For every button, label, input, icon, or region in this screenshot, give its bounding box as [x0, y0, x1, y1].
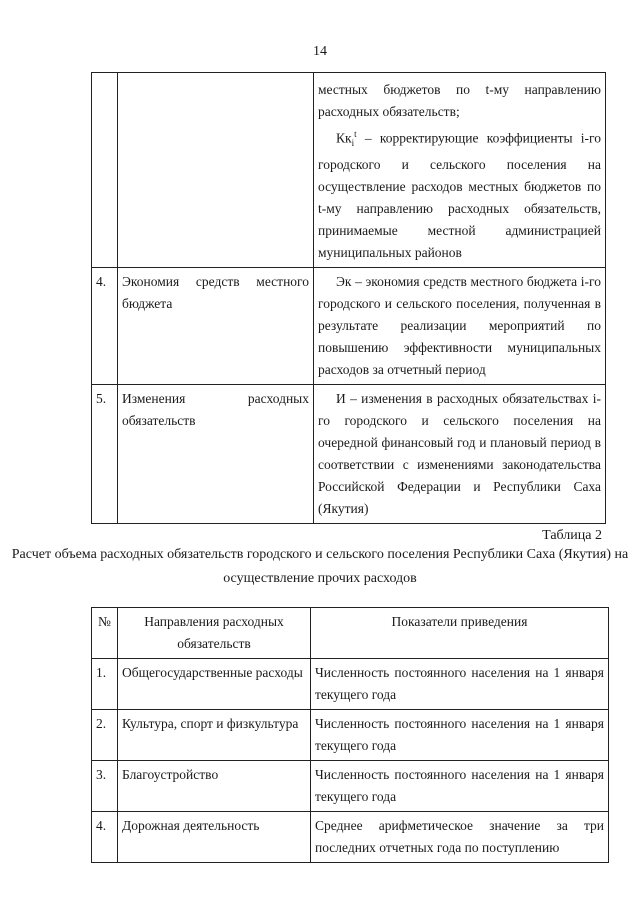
kk-subscript: i [351, 138, 355, 149]
header-indicators: Показатели приведения [311, 608, 609, 659]
table-label: Таблица 2 [542, 528, 602, 543]
kk-superscript: t [354, 129, 357, 139]
table-row [92, 659, 609, 710]
row-description: Эк – экономия средств местного бюджета i-го городского и сельского поселения, полученная в результате реализации мероприятий по повышению эффективности муниципальных расходов за отчетный период [314, 268, 606, 385]
table-row [92, 812, 609, 863]
row-direction: Общегосударственные расходы [118, 659, 311, 710]
row-description: И – изменения в расходных обязательствах i-го городского и сельского поселения на очередной финансовый год и плановый период в соответствии с изменениями законодательства Российской Федерации и Республики Саха (Якутия) [314, 385, 606, 524]
row-name: Изменения расходных обязательств [118, 385, 314, 524]
table-cell-description [314, 73, 606, 268]
row-indicator: Среднее арифметическое значение за три последних отчетных года по поступлению [311, 812, 609, 863]
row-number: 3. [92, 761, 118, 812]
table-cell-empty [92, 73, 118, 268]
table-row [92, 761, 609, 812]
table-row [92, 73, 606, 268]
kk-text: – корректирующие коэффициенты i-го городского и сельского поселения на осуществление расходов местных бюджетов по t-му направлению расходных обязательств, принимаемые местной администрацией муниципальных районов [318, 130, 601, 261]
table-header-row [92, 608, 609, 659]
row-direction: Культура, спорт и физкультура [118, 710, 311, 761]
header-number: № [92, 608, 118, 659]
kk-symbol: Кк [336, 130, 352, 146]
row-number: 2. [92, 710, 118, 761]
row-indicator: Численность постоянного населения на 1 января текущего года [311, 761, 609, 812]
row-name: Экономия средств местного бюджета [118, 268, 314, 385]
table-caption: Расчет объема расходных обязательств городского и сельского поселения Республики Саха (Якутия) на осуществление прочих расходов [11, 547, 629, 586]
table-cell-empty [118, 73, 314, 268]
row-number: 4. [92, 812, 118, 863]
row-indicator: Численность постоянного населения на 1 января текущего года [311, 659, 609, 710]
indicators-table-continuation [91, 72, 606, 524]
row-number: 5. [92, 385, 118, 524]
kk-definition [318, 123, 601, 264]
row-direction: Дорожная деятельность [118, 812, 311, 863]
table-row [92, 385, 606, 524]
continuation-text: местных бюджетов по t-му направлению расходных обязательств; [318, 82, 601, 119]
row-number: 1. [92, 659, 118, 710]
table-row [92, 710, 609, 761]
page-number: 14 [313, 44, 327, 59]
table-row [92, 268, 606, 385]
row-indicator: Численность постоянного населения на 1 января текущего года [311, 710, 609, 761]
header-direction: Направления расходных обязательств [118, 608, 311, 659]
row-direction: Благоустройство [118, 761, 311, 812]
row-number: 4. [92, 268, 118, 385]
expenses-table [91, 607, 609, 863]
